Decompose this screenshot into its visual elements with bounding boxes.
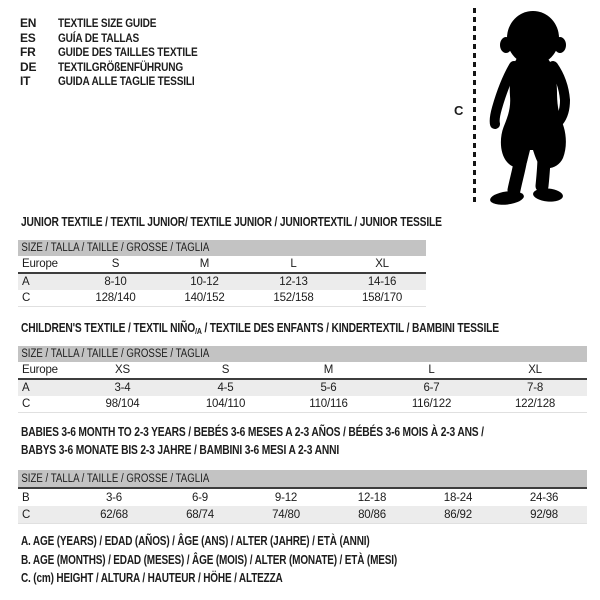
table-cell: 18-24 (443, 491, 473, 504)
table-cell: 6-9 (191, 491, 209, 504)
table-row-age (18, 273, 426, 290)
table-cell: 3-4 (71, 379, 174, 396)
table-row-height (18, 506, 587, 524)
size-table-junior (18, 240, 426, 307)
table-row-europe (18, 256, 426, 273)
size-band: SIZE / TALLA / TAILLE / GRÖSSE / TAGLIA (18, 346, 587, 362)
height-measure-label: C (454, 103, 464, 118)
table-row-height (18, 290, 426, 307)
row-label: Europe (22, 364, 58, 376)
table-cell: 24-36 (529, 491, 559, 504)
table-cell: 7-8 (483, 379, 587, 396)
subscript-text: /A (195, 326, 202, 336)
row-label: C (18, 290, 71, 307)
table-cell: 74/80 (243, 506, 329, 524)
language-code: DE (20, 59, 37, 74)
table-cell: 12-13 (249, 273, 338, 290)
table-cell: 152/158 (249, 290, 338, 307)
language-label: GUIDA ALLE TAGLIE TESSILI (58, 74, 195, 89)
footnotes (21, 532, 491, 588)
language-code: IT (20, 74, 31, 89)
row-label: C (18, 396, 71, 413)
table-cell: 128/140 (71, 290, 160, 307)
row-label: A (18, 379, 71, 396)
table-row-height (18, 396, 587, 413)
table-cell: 3-6 (105, 491, 123, 504)
table-cell: 5-6 (277, 379, 380, 396)
table-cell: 158/170 (338, 290, 426, 307)
language-row-fr (20, 45, 224, 60)
table-cell: M (199, 258, 210, 270)
table-row-months (18, 488, 587, 506)
row-label: B (22, 491, 30, 504)
table-cell: 12-18 (357, 491, 387, 504)
table-cell: 110/116 (277, 396, 380, 413)
table-cell: 140/152 (160, 290, 249, 307)
language-label: GUÍA DE TALLAS (58, 30, 140, 45)
table-cell: 92/98 (501, 506, 587, 524)
section-title-junior: JUNIOR TEXTILE / TEXTIL JUNIOR/ TEXTILE JUNIOR / JUNIORTEXTIL / JUNIOR TESSILE (21, 215, 442, 229)
table-cell: S (221, 364, 230, 376)
size-table-children (18, 346, 587, 413)
baby-silhouette-icon (483, 8, 591, 208)
table-cell: S (111, 258, 120, 270)
language-row-de (20, 60, 224, 75)
table-cell: 104/110 (174, 396, 277, 413)
table-cell: 8-10 (71, 273, 160, 290)
height-measure-dashed-line (473, 8, 476, 206)
row-label: A (18, 273, 71, 290)
language-row-es (20, 31, 224, 46)
language-label: TEXTILE SIZE GUIDE (58, 16, 157, 31)
language-row-it (20, 74, 224, 89)
language-label: TEXTILGRÖßENFÜHRUNG (58, 59, 184, 74)
language-row-en (20, 16, 224, 31)
language-list (20, 16, 224, 89)
table-cell: L (428, 364, 435, 376)
table-row-europe (18, 362, 587, 379)
table-cell: L (290, 258, 297, 270)
size-band: SIZE / TALLA / TAILLE / GRÖSSE / TAGLIA (18, 240, 426, 256)
section-title-children: CHILDREN'S TEXTILE / TEXTIL $NIÑO_{/A}$ / TEXTILE DES ENFANTS / KINDERTEXTIL / BAMBINI TESSILE (21, 321, 499, 336)
footnote-a: A. AGE (YEARS) / EDAD (AÑOS) / ÂGE (ANS) / ALTER (JAHRE) / ETÀ (ANNI) (21, 534, 370, 548)
table-cell: XL (528, 364, 542, 376)
table-row-age (18, 379, 587, 396)
language-code: EN (20, 16, 37, 31)
section-title-babies: BABIES 3-6 MONTH TO 2-3 YEARS / BEBÉS 3-6 MESES A 2-3 AÑOS / BÉBÉS 3-6 MOIS À 2-3 ANS / BABYS 3-6 MONATE BIS 2-3 JAHRE / BAMBINI 3-6 MESI A 2-3 ANNI (21, 425, 484, 457)
size-band: SIZE / TALLA / TAILLE / GRÖSSE / TAGLIA (18, 470, 587, 488)
table-cell: 14-16 (338, 273, 426, 290)
footnote-c: C. (cm) HEIGHT / ALTURA / HAUTEUR / HÖHE / ALTEZZA (21, 571, 283, 585)
table-cell: 6-7 (380, 379, 483, 396)
table-cell: M (323, 364, 334, 376)
row-label: C (18, 506, 71, 524)
table-cell: 86/92 (415, 506, 501, 524)
table-cell: 80/86 (329, 506, 415, 524)
size-table-babies (18, 470, 587, 524)
row-label: Europe (22, 258, 58, 270)
table-cell: 4-5 (174, 379, 277, 396)
language-code: ES (20, 30, 36, 45)
table-cell: XL (375, 258, 389, 270)
table-cell: 9-12 (274, 491, 298, 504)
table-cell: XS (115, 364, 130, 376)
table-cell: 116/122 (380, 396, 483, 413)
table-cell: 122/128 (483, 396, 587, 413)
table-cell: 68/74 (157, 506, 243, 524)
footnote-b: B. AGE (MONTHS) / EDAD (MESES) / ÂGE (MOIS) / ALTER (MONATE) / ETÀ (MESI) (21, 552, 398, 567)
table-cell: 98/104 (71, 396, 174, 413)
language-code: FR (20, 45, 36, 60)
table-cell: 10-12 (160, 273, 249, 290)
table-cell: 62/68 (71, 506, 157, 524)
language-label: GUIDE DES TAILLES TEXTILE (58, 45, 198, 60)
